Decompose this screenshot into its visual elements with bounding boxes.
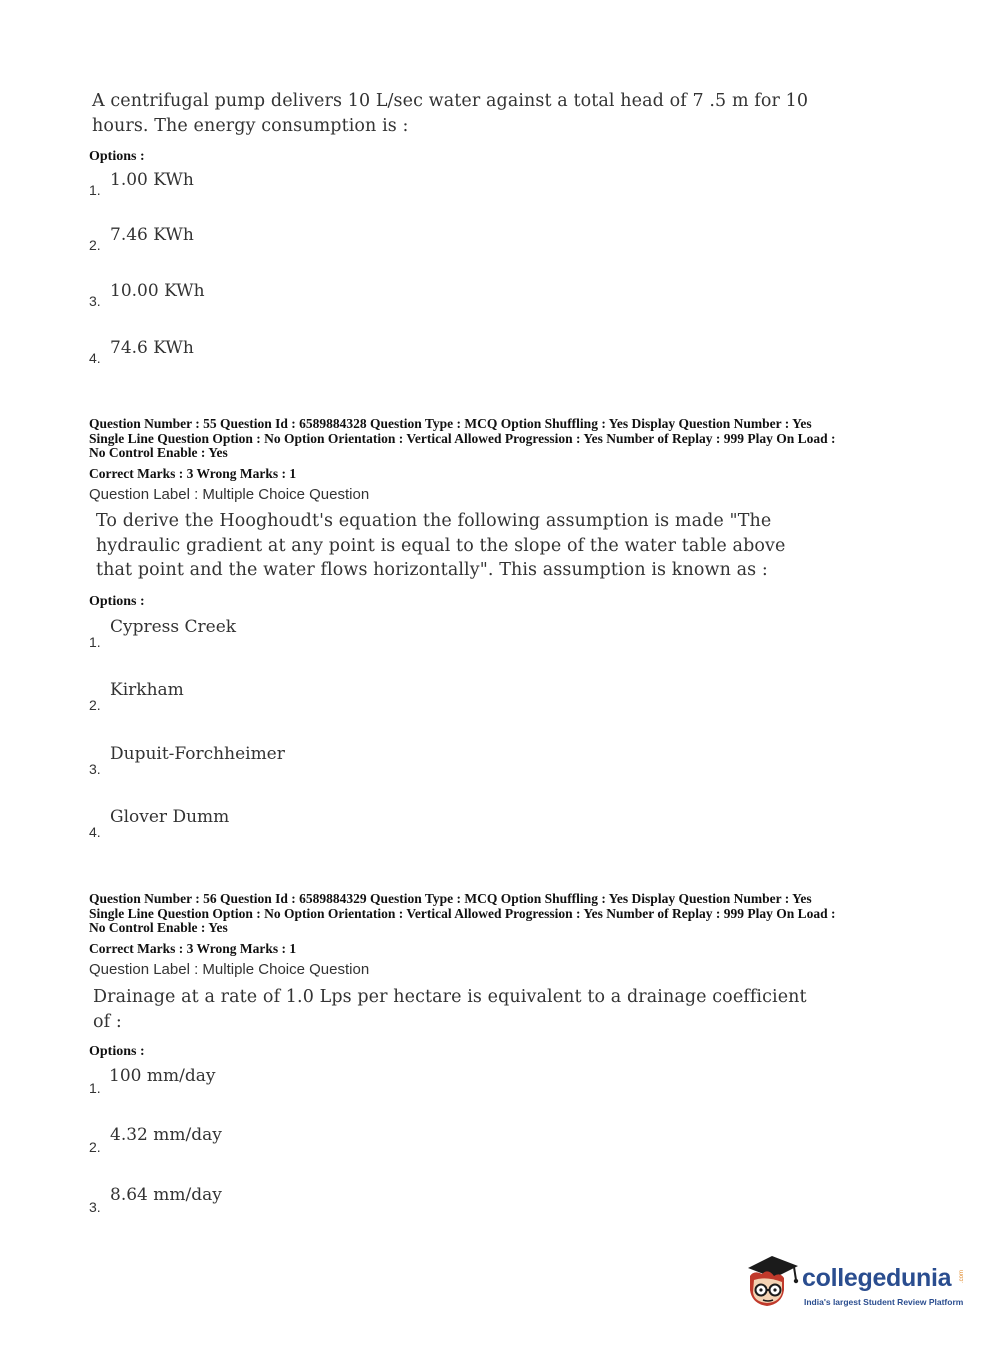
question-55-marks: Correct Marks : 3 Wrong Marks : 1 bbox=[89, 466, 297, 481]
option-number: 2. bbox=[89, 1139, 101, 1155]
option-number: 4. bbox=[89, 350, 101, 366]
question-55-text: To derive the Hooghoudt's equation the following assumption is made "The hydraulic gradient at any point is equal to the slope of the water table above that point and the water flows horizontally". This assumption is known as : bbox=[96, 511, 786, 580]
logo-com-suffix: .com bbox=[959, 1270, 965, 1284]
question-56-label: Question Label : Multiple Choice Question bbox=[89, 961, 370, 978]
logo-wordmark: collegedunia bbox=[802, 1264, 952, 1292]
logo-tagline: India's largest Student Review Platform bbox=[804, 1297, 964, 1307]
option-number: 3. bbox=[89, 1199, 101, 1215]
options-label: Options : bbox=[89, 149, 145, 164]
option-text: 4.32 mm/day bbox=[110, 1125, 222, 1145]
options-label: Options : bbox=[89, 594, 145, 609]
collegedunia-logo[interactable] bbox=[742, 1250, 972, 1322]
option-number: 1. bbox=[89, 634, 101, 650]
option-text: 10.00 KWh bbox=[110, 281, 205, 301]
option-number: 2. bbox=[89, 697, 101, 713]
option-text: 100 mm/day bbox=[109, 1066, 216, 1086]
option-text: 8.64 mm/day bbox=[110, 1185, 222, 1205]
option-text: Cypress Creek bbox=[110, 617, 237, 637]
question-56-meta: Question Number : 56 Question Id : 6589884329 Question Type : MCQ Option Shuffling : Yes Display Question Number : Yes Single Line Question Option : No Option Orientation : Vertical Allowed Progression : Yes Number of Replay : 999 Play On Load : No Control Enable : Yes bbox=[89, 891, 836, 936]
option-number: 1. bbox=[89, 1080, 101, 1096]
question-54-text: A centrifugal pump delivers 10 L/sec water against a total head of 7 .5 m for 10 hours. The energy consumption is : bbox=[92, 91, 809, 136]
option-number: 3. bbox=[89, 293, 101, 309]
option-text: 7.46 KWh bbox=[110, 225, 194, 245]
question-56-text: Drainage at a rate of 1.0 Lps per hectare is equivalent to a drainage coefficient of : bbox=[93, 987, 807, 1032]
question-55-label: Question Label : Multiple Choice Question bbox=[89, 486, 370, 503]
option-number: 2. bbox=[89, 237, 101, 253]
question-56-marks: Correct Marks : 3 Wrong Marks : 1 bbox=[89, 941, 297, 956]
option-text: Dupuit-Forchheimer bbox=[110, 744, 285, 764]
option-text: 74.6 KWh bbox=[110, 338, 194, 358]
option-number: 1. bbox=[89, 182, 101, 198]
options-label: Options : bbox=[89, 1044, 145, 1059]
option-number: 3. bbox=[89, 761, 101, 777]
option-number: 4. bbox=[89, 824, 101, 840]
question-55-meta: Question Number : 55 Question Id : 6589884328 Question Type : MCQ Option Shuffling : Yes Display Question Number : Yes Single Line Question Option : No Option Orientation : Vertical Allowed Progression : Yes Number of Replay : 999 Play On Load : No Control Enable : Yes bbox=[89, 416, 836, 461]
mascot-graduation-cap-icon bbox=[742, 1250, 800, 1314]
option-text: 1.00 KWh bbox=[110, 170, 194, 190]
option-text: Kirkham bbox=[110, 680, 184, 700]
option-text: Glover Dumm bbox=[110, 807, 230, 827]
